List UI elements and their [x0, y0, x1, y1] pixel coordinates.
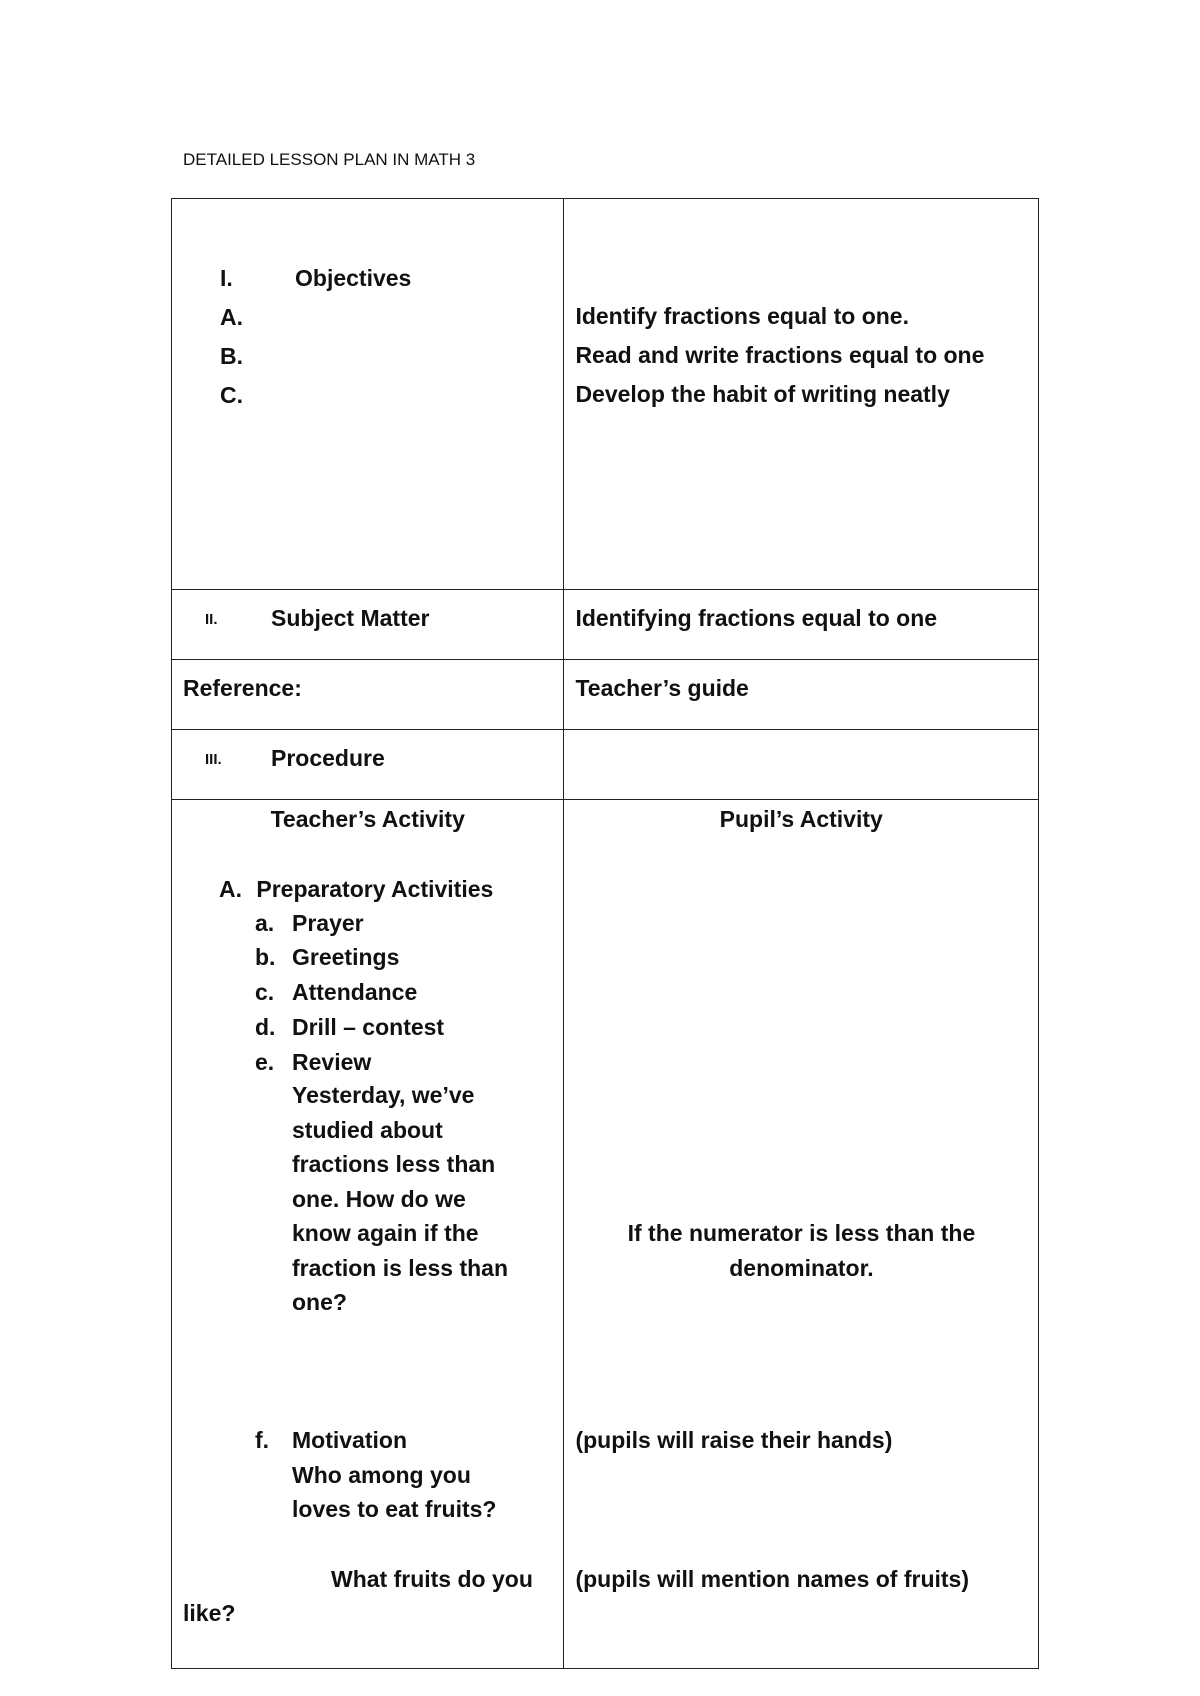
lesson-plan-table: [171, 198, 1039, 1669]
pupil-activity-cell: [564, 800, 1039, 1669]
review-line: one?: [292, 1289, 347, 1315]
section-letter: A.: [219, 876, 242, 902]
step-text: Prayer: [292, 910, 364, 936]
motivation-label: Motivation: [292, 1427, 407, 1453]
step-text: Attendance: [292, 979, 418, 1005]
step-letter: d.: [255, 1014, 276, 1040]
objective-letter-b: B.: [220, 343, 243, 369]
procedure-numeral: III.: [205, 751, 222, 769]
followup-question-line1: What fruits do you: [331, 1566, 533, 1592]
subject-matter-label-cell: [172, 590, 564, 660]
procedure-row: [172, 730, 1039, 800]
step-letter: c.: [255, 979, 275, 1005]
section-label: Preparatory Activities: [256, 876, 494, 902]
step-letter: a.: [255, 910, 275, 936]
objectives-label: Objectives: [295, 265, 412, 291]
procedure-label-cell: [172, 730, 564, 800]
preparatory-activities-heading: [219, 872, 493, 907]
review-line: fractions less than: [292, 1151, 496, 1177]
reference-row: [172, 660, 1039, 730]
objective-letter-a: A.: [220, 304, 243, 330]
review-line: Yesterday, we’ve: [292, 1082, 475, 1108]
objective-text-b: Read and write fractions equal to one: [575, 342, 985, 368]
subject-matter-label: Subject Matter: [271, 605, 430, 631]
objective-letter-c: C.: [220, 382, 243, 408]
document-title: DETAILED LESSON PLAN IN MATH 3: [183, 150, 476, 169]
teacher-activity-cell: [172, 800, 564, 1669]
step-text: Review: [292, 1049, 372, 1075]
review-answer-line: denominator.: [729, 1255, 874, 1281]
step-letter: b.: [255, 944, 276, 970]
objectives-numeral: I.: [220, 265, 233, 291]
procedure-label: Procedure: [271, 745, 385, 771]
subject-matter-row: [172, 590, 1039, 660]
step-text: Greetings: [292, 944, 400, 970]
step-letter: e.: [255, 1049, 275, 1075]
subject-matter-numeral: II.: [205, 611, 218, 629]
objectives-row: [172, 199, 1039, 590]
objectives-right-cell: [564, 199, 1039, 590]
step-text: Drill – contest: [292, 1014, 445, 1040]
motivation-question-line: Who among you: [292, 1462, 471, 1488]
subject-matter-value: Identifying fractions equal to one: [564, 590, 1039, 660]
review-line: fraction is less than: [292, 1255, 509, 1281]
reference-value: Teacher’s guide: [564, 660, 1039, 730]
activities-row: [172, 800, 1039, 1669]
reference-label: Reference:: [172, 660, 564, 730]
objectives-left-cell: [172, 199, 564, 590]
followup-question-line2: like?: [183, 1600, 236, 1626]
motivation-question-line: loves to eat fruits?: [292, 1496, 497, 1522]
objective-text-a: Identify fractions equal to one.: [575, 303, 909, 329]
objective-text-c: Develop the habit of writing neatly: [575, 381, 950, 407]
motivation-answer: (pupils will raise their hands): [575, 1427, 893, 1453]
review-line: know again if the: [292, 1220, 479, 1246]
review-line: studied about: [292, 1117, 443, 1143]
procedure-empty-cell: [564, 730, 1039, 800]
teacher-activity-header: Teacher’s Activity: [270, 805, 465, 832]
followup-answer: (pupils will mention names of fruits): [575, 1566, 970, 1592]
review-answer-line: If the numerator is less than the: [627, 1220, 976, 1246]
review-line: one. How do we: [292, 1186, 466, 1212]
pupil-activity-header: Pupil’s Activity: [719, 805, 883, 832]
motivation-letter: f.: [255, 1427, 270, 1453]
